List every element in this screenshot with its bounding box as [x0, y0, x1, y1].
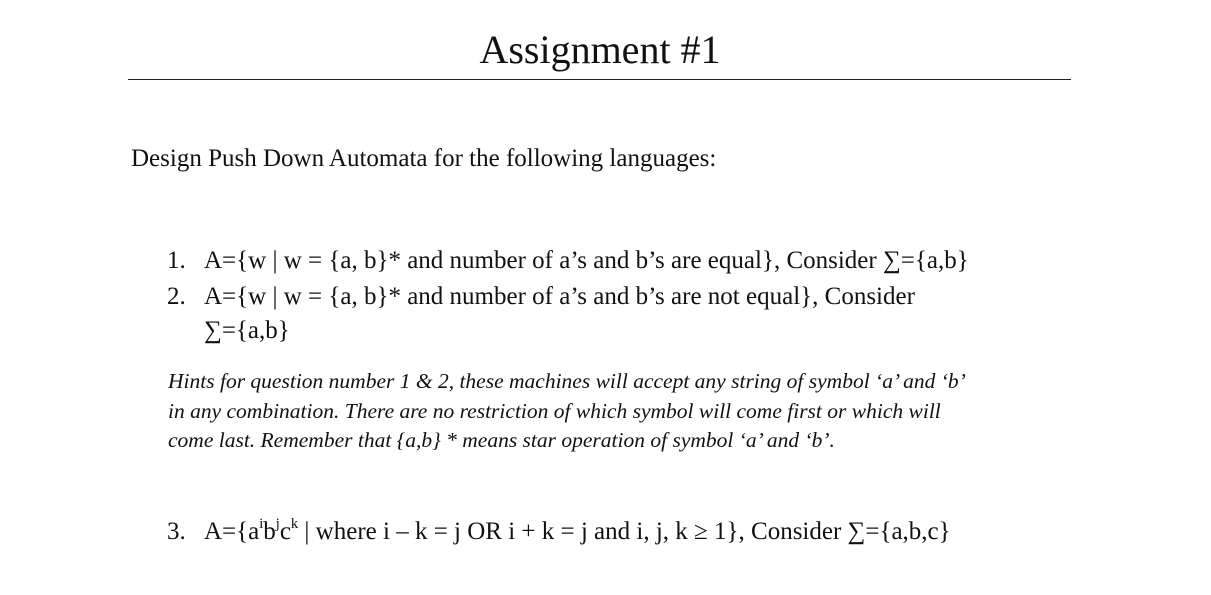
- question-text-part: b: [263, 518, 276, 545]
- title-underline: [128, 79, 1071, 80]
- question-text-part: c: [279, 518, 291, 545]
- hint-paragraph: [168, 367, 1068, 456]
- exponent-k: k: [290, 516, 299, 533]
- question-text: A={w | w = {a, b}* and number of a’s and b’s are not equal}, Consider: [204, 283, 915, 310]
- question-number: 1.: [167, 247, 186, 274]
- exponent-i: i: [259, 516, 264, 533]
- question-text-part: A={a: [204, 518, 260, 545]
- hint-line: in any combination. There are no restriction of which symbol will come first or which will: [168, 398, 941, 423]
- question-number: 3.: [167, 518, 186, 545]
- question-text: [204, 516, 951, 548]
- intro-text: Design Push Down Automata for the following languages:: [131, 145, 717, 172]
- hint-line: Hints for question number 1 & 2, these machines will accept any string of symbol ‘a’ and ‘b’: [168, 369, 966, 393]
- hint-line: come last. Remember that {a,b} * means star operation of symbol ‘a’ and ‘b’.: [168, 428, 835, 452]
- question-text-part: | where i – k = j OR i + k = j and i, j, k ≥ 1}, Consider ∑={a,b,c}: [298, 518, 951, 545]
- question-text: A={w | w = {a, b}* and number of a’s and b’s are equal}, Consider ∑={a,b}: [204, 247, 969, 274]
- question-2-continuation: ∑={a,b}: [204, 317, 290, 344]
- assignment-title: Assignment #1: [479, 27, 721, 72]
- exponent-j: j: [275, 516, 280, 533]
- question-number: 2.: [167, 283, 186, 310]
